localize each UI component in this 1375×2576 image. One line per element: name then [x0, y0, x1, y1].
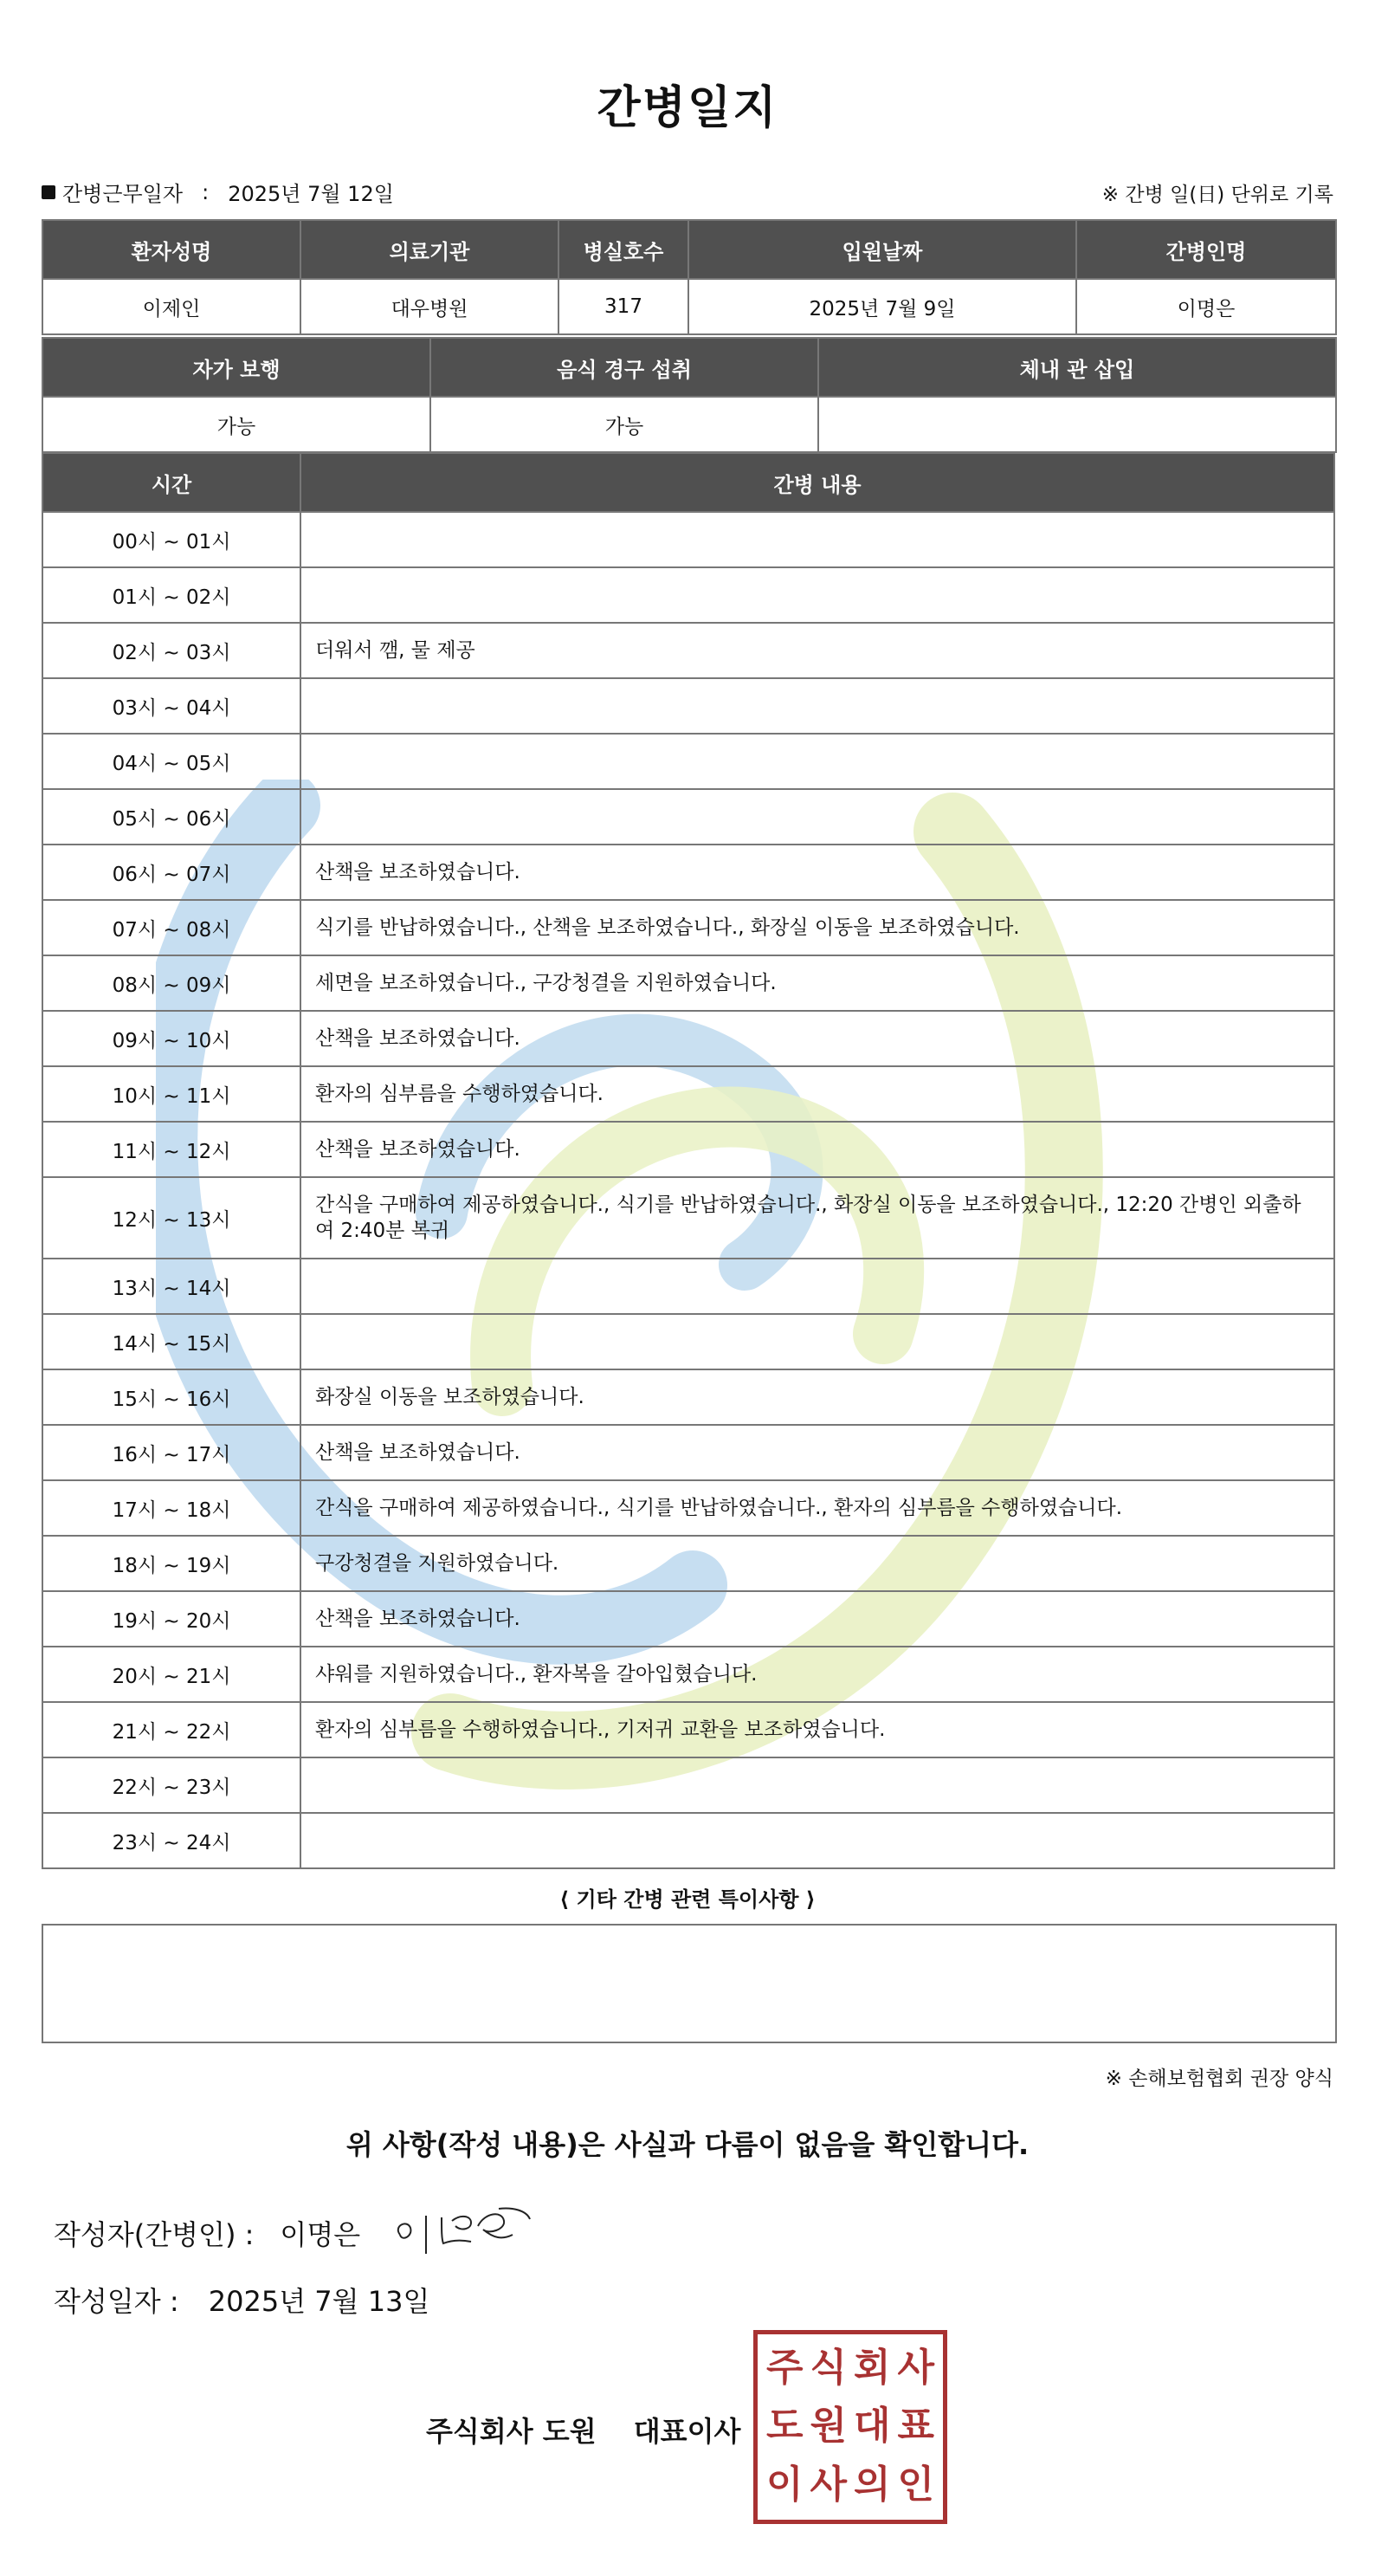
table-row	[42, 734, 1334, 789]
care-content-cell: 산책을 보조하였습니다.	[300, 845, 1334, 900]
self-walking-value: 가능	[42, 397, 430, 452]
table-row	[42, 1259, 1334, 1314]
care-time-cell: 17시 ~ 18시	[42, 1480, 300, 1536]
care-time-cell: 04시 ~ 05시	[42, 734, 300, 789]
work-date-value: 2025년 7월 12일	[228, 182, 394, 206]
table-row	[42, 1425, 1334, 1480]
care-content-cell	[300, 789, 1334, 845]
table-row	[42, 900, 1334, 955]
care-content-cell: 샤워를 지원하였습니다., 환자복을 갈아입혔습니다.	[300, 1647, 1334, 1702]
seal-character: 대	[853, 2404, 891, 2449]
care-time-cell: 09시 ~ 10시	[42, 1011, 300, 1066]
care-content-cell: 구강청결을 지원하였습니다.	[300, 1536, 1334, 1591]
header-oral-intake: 음식 경구 섭취	[430, 338, 818, 397]
special-notes-title: ⟨ 기타 간병 관련 특이사항 ⟩	[559, 1887, 816, 1912]
caregiver-name: 이명은	[1076, 279, 1336, 334]
header-self-walking: 자가 보행	[42, 338, 430, 397]
care-time-cell: 16시 ~ 17시	[42, 1425, 300, 1480]
care-content-cell: 더워서 깸, 물 제공	[300, 623, 1334, 678]
tube-insertion-value	[818, 397, 1336, 452]
header-tube-insertion: 체내 관 삽입	[818, 338, 1336, 397]
table-row	[42, 1813, 1334, 1868]
hospital-name: 대우병원	[300, 279, 558, 334]
care-time-cell: 22시 ~ 23시	[42, 1757, 300, 1813]
care-time-cell: 20시 ~ 21시	[42, 1647, 300, 1702]
table-row	[42, 1314, 1334, 1369]
seal-character: 회	[853, 2346, 891, 2390]
header-time: 시간	[42, 453, 300, 512]
care-content-cell: 산책을 보조하였습니다.	[300, 1122, 1334, 1177]
care-content-cell	[300, 678, 1334, 734]
header-room: 병실호수	[558, 220, 688, 279]
table-row	[42, 845, 1334, 900]
bullet-square-icon	[42, 185, 55, 199]
table-row	[42, 623, 1334, 678]
seal-character: 식	[810, 2346, 847, 2390]
care-time-cell: 01시 ~ 02시	[42, 567, 300, 623]
care-content-cell: 환자의 심부름을 수행하였습니다., 기저귀 교환을 보조하였습니다.	[300, 1702, 1334, 1757]
table-row	[42, 1702, 1334, 1757]
care-content-cell	[300, 567, 1334, 623]
company-title: 대표이사	[633, 2415, 741, 2448]
table-row	[42, 567, 1334, 623]
care-time-cell: 18시 ~ 19시	[42, 1536, 300, 1591]
care-content-cell: 산책을 보조하였습니다.	[300, 1591, 1334, 1647]
care-content-cell: 간식을 구매하여 제공하였습니다., 식기를 반납하였습니다., 환자의 심부름을 수행하였습니다.	[300, 1480, 1334, 1536]
author-line	[54, 2213, 360, 2253]
care-time-cell: 03시 ~ 04시	[42, 678, 300, 734]
care-time-cell: 11시 ~ 12시	[42, 1122, 300, 1177]
table-row	[42, 1536, 1334, 1591]
page-title: 간병일지	[597, 82, 778, 134]
table-row	[42, 1011, 1334, 1066]
care-content-cell	[300, 512, 1334, 567]
care-content-cell	[300, 1757, 1334, 1813]
header-caregiver: 간병인명	[1076, 220, 1336, 279]
table-row	[42, 1757, 1334, 1813]
header-admission-date: 입원날짜	[688, 220, 1076, 279]
care-time-cell: 21시 ~ 22시	[42, 1702, 300, 1757]
seal-character: 인	[897, 2462, 934, 2507]
author-label: 작성자(간병인) :	[54, 2218, 255, 2251]
work-date-label: 간병근무일자	[62, 182, 184, 206]
table-row	[42, 1369, 1334, 1425]
care-time-cell: 13시 ~ 14시	[42, 1259, 300, 1314]
table-row	[42, 1066, 1334, 1122]
table-row	[42, 1177, 1334, 1259]
table-row	[42, 1480, 1334, 1536]
header-patient-name: 환자성명	[42, 220, 300, 279]
seal-character: 주	[765, 2346, 804, 2390]
care-time-cell: 14시 ~ 15시	[42, 1314, 300, 1369]
header-hospital: 의료기관	[300, 220, 558, 279]
care-time-cell: 10시 ~ 11시	[42, 1066, 300, 1122]
care-time-cell: 07시 ~ 08시	[42, 900, 300, 955]
written-date-value: 2025년 7월 13일	[208, 2285, 430, 2318]
work-date	[42, 177, 394, 207]
care-time-cell: 06시 ~ 07시	[42, 845, 300, 900]
oral-intake-value: 가능	[430, 397, 818, 452]
table-row	[42, 1647, 1334, 1702]
care-time-cell: 05시 ~ 06시	[42, 789, 300, 845]
admission-date: 2025년 7월 9일	[688, 279, 1076, 334]
care-time-cell: 19시 ~ 20시	[42, 1591, 300, 1647]
care-content-cell: 간식을 구매하여 제공하였습니다., 식기를 반납하였습니다., 화장실 이동을 보조하였습니다., 12:20 간병인 외출하여 2:40분 복귀	[300, 1177, 1334, 1259]
seal-character: 의	[853, 2462, 891, 2507]
care-content-cell: 세면을 보조하였습니다., 구강청결을 지원하였습니다.	[300, 955, 1334, 1011]
special-notes-box	[42, 1924, 1337, 2043]
patient-name: 이제인	[42, 279, 300, 334]
seal-character: 사	[810, 2462, 847, 2507]
table-row	[42, 1591, 1334, 1647]
seal-character: 사	[897, 2346, 934, 2390]
handwritten-signature	[391, 2200, 547, 2261]
room-number: 317	[558, 279, 688, 334]
care-content-cell: 산책을 보조하였습니다.	[300, 1425, 1334, 1480]
table-row	[42, 789, 1334, 845]
table-row	[42, 955, 1334, 1011]
seal-character: 이	[765, 2462, 804, 2507]
daily-record-note: ※ 간병 일(日) 단위로 기록	[1101, 184, 1333, 206]
care-time-cell: 00시 ~ 01시	[42, 512, 300, 567]
confirmation-statement: 위 사항(작성 내용)은 사실과 다름이 없음을 확인합니다.	[345, 2128, 1030, 2161]
work-date-separator: :	[202, 179, 210, 204]
care-time-cell: 15시 ~ 16시	[42, 1369, 300, 1425]
care-content-cell	[300, 734, 1334, 789]
care-content-cell	[300, 1813, 1334, 1868]
company-name: 주식회사 도원	[426, 2415, 597, 2448]
patient-info-table	[42, 219, 1337, 335]
written-date-label: 작성일자 :	[54, 2285, 179, 2318]
care-time-cell: 02시 ~ 03시	[42, 623, 300, 678]
table-row	[42, 1122, 1334, 1177]
care-content-cell	[300, 1259, 1334, 1314]
care-content-cell: 산책을 보조하였습니다.	[300, 1011, 1334, 1066]
care-content-cell	[300, 1314, 1334, 1369]
written-date-line	[54, 2280, 429, 2320]
care-content-cell: 환자의 심부름을 수행하였습니다.	[300, 1066, 1334, 1122]
care-time-cell: 12시 ~ 13시	[42, 1177, 300, 1259]
care-log-table	[42, 452, 1335, 1869]
patient-status-table	[42, 337, 1337, 453]
care-content-cell: 화장실 이동을 보조하였습니다.	[300, 1369, 1334, 1425]
care-time-cell: 08시 ~ 09시	[42, 955, 300, 1011]
company-seal-stamp	[753, 2330, 947, 2524]
table-row	[42, 678, 1334, 734]
header-care-content: 간병 내용	[300, 453, 1334, 512]
author-name: 이명은	[280, 2218, 361, 2251]
recommended-form-note: ※ 손해보험협회 권장 양식	[1105, 2068, 1333, 2090]
seal-character: 원	[810, 2404, 847, 2449]
care-content-cell: 식기를 반납하였습니다., 산책을 보조하였습니다., 화장실 이동을 보조하였습니다.	[300, 900, 1334, 955]
company-signature-line	[426, 2410, 740, 2450]
care-time-cell: 23시 ~ 24시	[42, 1813, 300, 1868]
seal-character: 도	[765, 2404, 804, 2449]
table-row	[42, 512, 1334, 567]
seal-character: 표	[897, 2404, 934, 2449]
